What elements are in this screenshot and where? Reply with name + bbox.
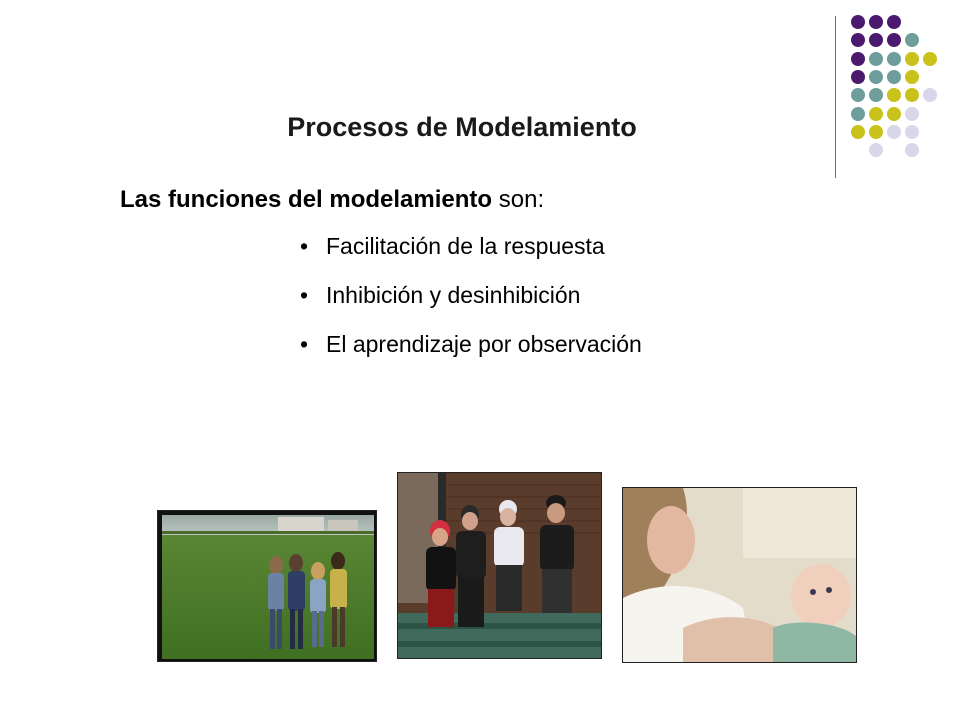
decorative-dot <box>869 33 883 47</box>
bullet-text: El aprendizaje por observación <box>326 331 642 357</box>
decorative-dot <box>851 70 865 84</box>
decorative-dot <box>923 52 937 66</box>
decorative-dot <box>869 70 883 84</box>
decorative-dot <box>869 143 883 157</box>
decorative-dot <box>887 52 901 66</box>
intro-bold: Las funciones del modelamiento <box>120 186 493 213</box>
decorative-dot <box>869 52 883 66</box>
decorative-dot <box>905 52 919 66</box>
decorative-dot <box>851 15 865 29</box>
bullet-text: Facilitación de la respuesta <box>326 233 605 259</box>
photo-people-in-field <box>157 510 377 662</box>
vertical-divider <box>835 16 836 178</box>
intro-line <box>120 186 544 214</box>
bullet-text: Inhibición y desinhibición <box>326 282 581 308</box>
decorative-dot <box>905 143 919 157</box>
baby-scene-image <box>623 488 857 663</box>
decorative-dot <box>905 70 919 84</box>
decorative-dot <box>887 88 901 102</box>
decorative-dot <box>851 52 865 66</box>
decorative-dot <box>905 33 919 47</box>
decorative-dot <box>887 70 901 84</box>
bullet-dot: • <box>300 282 309 308</box>
bullet-list <box>300 232 642 379</box>
decorative-dot <box>869 15 883 29</box>
steps-scene-image <box>398 473 602 659</box>
photo-group-on-steps <box>397 472 602 659</box>
decorative-dot <box>887 15 901 29</box>
decorative-dot-pattern <box>0 0 960 200</box>
photo-adult-with-baby <box>622 487 857 663</box>
bullet-item <box>300 281 642 330</box>
bullet-item <box>300 330 642 379</box>
bullet-item <box>300 232 642 281</box>
decorative-dot <box>851 33 865 47</box>
decorative-dot <box>869 88 883 102</box>
decorative-dot <box>905 88 919 102</box>
bullet-dot: • <box>300 233 309 259</box>
decorative-dot <box>851 88 865 102</box>
intro-rest: son: <box>492 186 545 213</box>
bullet-dot: • <box>300 331 309 357</box>
decorative-dot <box>923 88 937 102</box>
decorative-dot <box>887 33 901 47</box>
slide-title: Procesos de Modelamiento <box>287 112 637 142</box>
field-scene-image <box>158 511 377 662</box>
